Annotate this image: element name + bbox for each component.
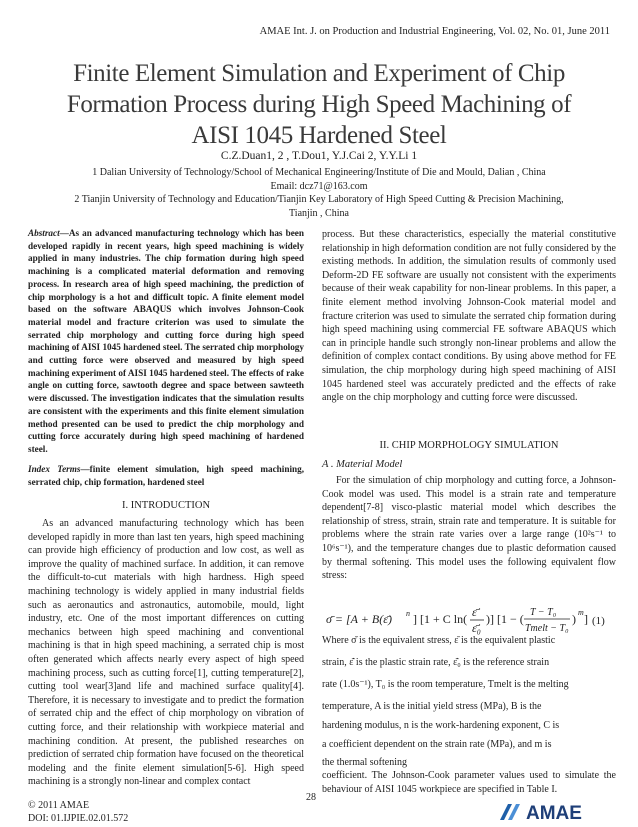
svg-text:σ̄ = [A + B(ε̄): σ̄ = [A + B(ε̄) <box>326 612 392 626</box>
affiliation-1: 1 Dalian University of Technology/School of Mechanical Engineering/Institute of Die and Mould, Dalian , China <box>92 167 546 178</box>
amae-logo-mark <box>498 800 608 822</box>
index-terms <box>28 463 304 488</box>
authors: C.Z.Duan1, 2 , T.Dou1, Y.J.Cai 2, Y.Y.Li 1 <box>220 150 418 162</box>
journal-header: AMAE Int. J. on Production and Industrial Engineering, Vol. 02, No. 01, June 2011 <box>259 26 610 37</box>
svg-text:ε̄̇₀: ε̄̇₀ <box>472 621 481 635</box>
title-line-3: AISI 1045 Hardened Steel <box>191 122 447 149</box>
title-line-2: Formation Process during High Speed Machining of <box>66 91 572 118</box>
where-line-4: temperature, A is the initial yield stress (MPa), B is the <box>322 701 542 712</box>
amae-logo <box>498 800 608 822</box>
doi: DOI: 01.IJPIE.02.01.572 <box>28 813 129 824</box>
affiliation-2-cont: Tianjin , China <box>289 208 349 219</box>
svg-text:n: n <box>406 609 410 618</box>
svg-text:): ) <box>572 612 576 626</box>
where-line-7: the thermal softening <box>322 757 407 768</box>
svg-text:]: ] <box>584 612 588 626</box>
svg-text:m: m <box>578 608 584 617</box>
svg-text:)] [1 − (: )] [1 − ( <box>486 612 524 626</box>
paper-title <box>0 58 638 151</box>
abstract-text: —As an advanced manufacturing technology which has been developed rapidly in recent years, high speed machining is widely applied in many industries. The chip formation during high speed machining is a complicated material deformation and removing process. In research area of high speed machining, the prediction of chip morphology is a hot and difficult topic. A finite element model based on the software ABAQUS which involves Johnson-Cook material model and fracture criterion was used to simulate the serrated chip morphology and cutting force during high speed machining of AISI 1045 hardened steel. The serrated chip morphology and cutting force were observed and measured by high speed machining experiment of AISI 1045 hardened steel. The effects of rake angle on cutting force, sawtooth degree and space between sawteeth were discussed. The investigation indicates that the simulation results are consistent with the experiments and this finite element simulation method presented can be used to predict the chip morphology and cutting force accurately during high speed machining of hardened steel. <box>28 228 304 454</box>
where-line-5: hardening modulus, n is the work-hardening exponent, C is <box>322 720 560 731</box>
page-number: 28 <box>306 792 316 803</box>
abstract <box>28 227 304 456</box>
index-terms-label: Index Terms <box>28 464 81 474</box>
where-line-6: a coefficient dependent on the strain rate (MPa), and m is <box>322 739 552 750</box>
equation-number: (1) <box>592 615 605 627</box>
svg-text:Tmelt − T₀: Tmelt − T₀ <box>525 623 569 634</box>
intro-paragraph: As an advanced manufacturing technology which has been developed rapidly in more than last ten years, high speed machining can provide high efficiency of production and low cost, as well as improve the quality of machined surface. In addition, it can remove the difficult-to-cut materials with high hardness. High speed machining technology is widely applied in many industrial fields such as aeronautics and astronautics, automobile, mould, light industry, etc. One of the most important differences on cutting mechanics between high speed machining and conventional machining is that in high speed machining, a serrated chip is most often generated which affects nearly every aspect of high speed machining process, such as cutting force[1], cutting temperature[2], cutting tool wear[3]and life and machined surface quality[4]. Therefore, it is necessary to investigate and to predict the formation of serrated chip and the effect of chip morphology on vibration of cutting force, and their relationship with workpiece material and machining condition. At present, the published researches on prediction of serrated chip formation have focused on the theoretical modeling and the finite element simulation[5-6]. High speed machining is a strongly non-linear and complex contact <box>28 518 304 788</box>
author-email: Email: dcz71@163.com <box>270 181 368 192</box>
affiliation-2: 2 Tianjin University of Technology and Education/Tianjin Key Laboratory of High Speed Cutting & Precision Machining, <box>74 194 564 205</box>
copyright: © 2011 AMAE <box>28 800 90 811</box>
svg-text:ε̄̇: ε̄̇ <box>472 605 477 619</box>
where-line-1: Where σ̄ is the equivalent stress, ε̄ is the equivalent plastic <box>322 635 556 646</box>
table-reference-paragraph: coefficient. The Johnson-Cook parameter values used to simulate the behaviour of AISI 1045 workpiece are specified in Table I. <box>322 770 616 795</box>
section-heading-introduction: I. INTRODUCTION <box>121 500 211 511</box>
where-line-3: rate (1.0s⁻¹), T₀ is the room temperature, Tmelt is the melting <box>322 679 569 690</box>
where-line-2: strain, ε̄̇ is the plastic strain rate, ε̄̇₀ is the reference strain <box>322 657 550 668</box>
abstract-label: Abstract <box>28 228 60 238</box>
svg-text:] [1 + C ln(: ] [1 + C ln( <box>413 612 468 626</box>
material-model-paragraph: For the simulation of chip morphology and cutting force, a Johnson-Cook model was used. This model is a strain rate and temperature dependent[7-8] visco-plastic material model which describes the relationship of stress, strain, strain rate and temperature. It is suitable for problems where the strain rate varies over a large range (10²s⁻¹ to 10⁶s⁻¹), and the temperature changes due to plastic deformation caused by thermal softening. This model uses the following equivalent flow stress: <box>322 475 616 582</box>
title-line-1: Finite Element Simulation and Experiment of Chip <box>73 60 565 87</box>
logo-text: AMAE <box>526 803 582 822</box>
section-heading-chip-morphology: II. CHIP MORPHOLOGY SIMULATION <box>379 440 559 451</box>
index-terms-text: —finite element simulation, high speed machining, serrated chip, chip formation, hardened steel <box>28 464 305 487</box>
right-paragraph-1: process. But these characteristics, especially the material constitutive relationship in high deformation condition are not fully considered by the existing methods. In addition, the simulation results of commonly used Deform-2D FE software are usually not consistent with the experiments because of their weak capability for non-linear problems. In this paper, a finite element method involving Johnson-Cook material model and fracture criterion was used to simulate the serrated chip formation during high speed machining using commercial FE software ABAQUS which can in principle handle such strongly non-linear problems and allow the definition of complex contact conditions. By using above method for FE simulation, the chip morphology during high speed machining of AISI 1045 hardened steel was accurately predicted and the effects of rake angle on the chip morphology and cutting force were discussed. <box>322 229 616 404</box>
subsection-material-model: A . Material Model <box>322 459 403 470</box>
svg-text:T − T₀: T − T₀ <box>530 607 557 618</box>
introduction-body <box>28 517 304 789</box>
